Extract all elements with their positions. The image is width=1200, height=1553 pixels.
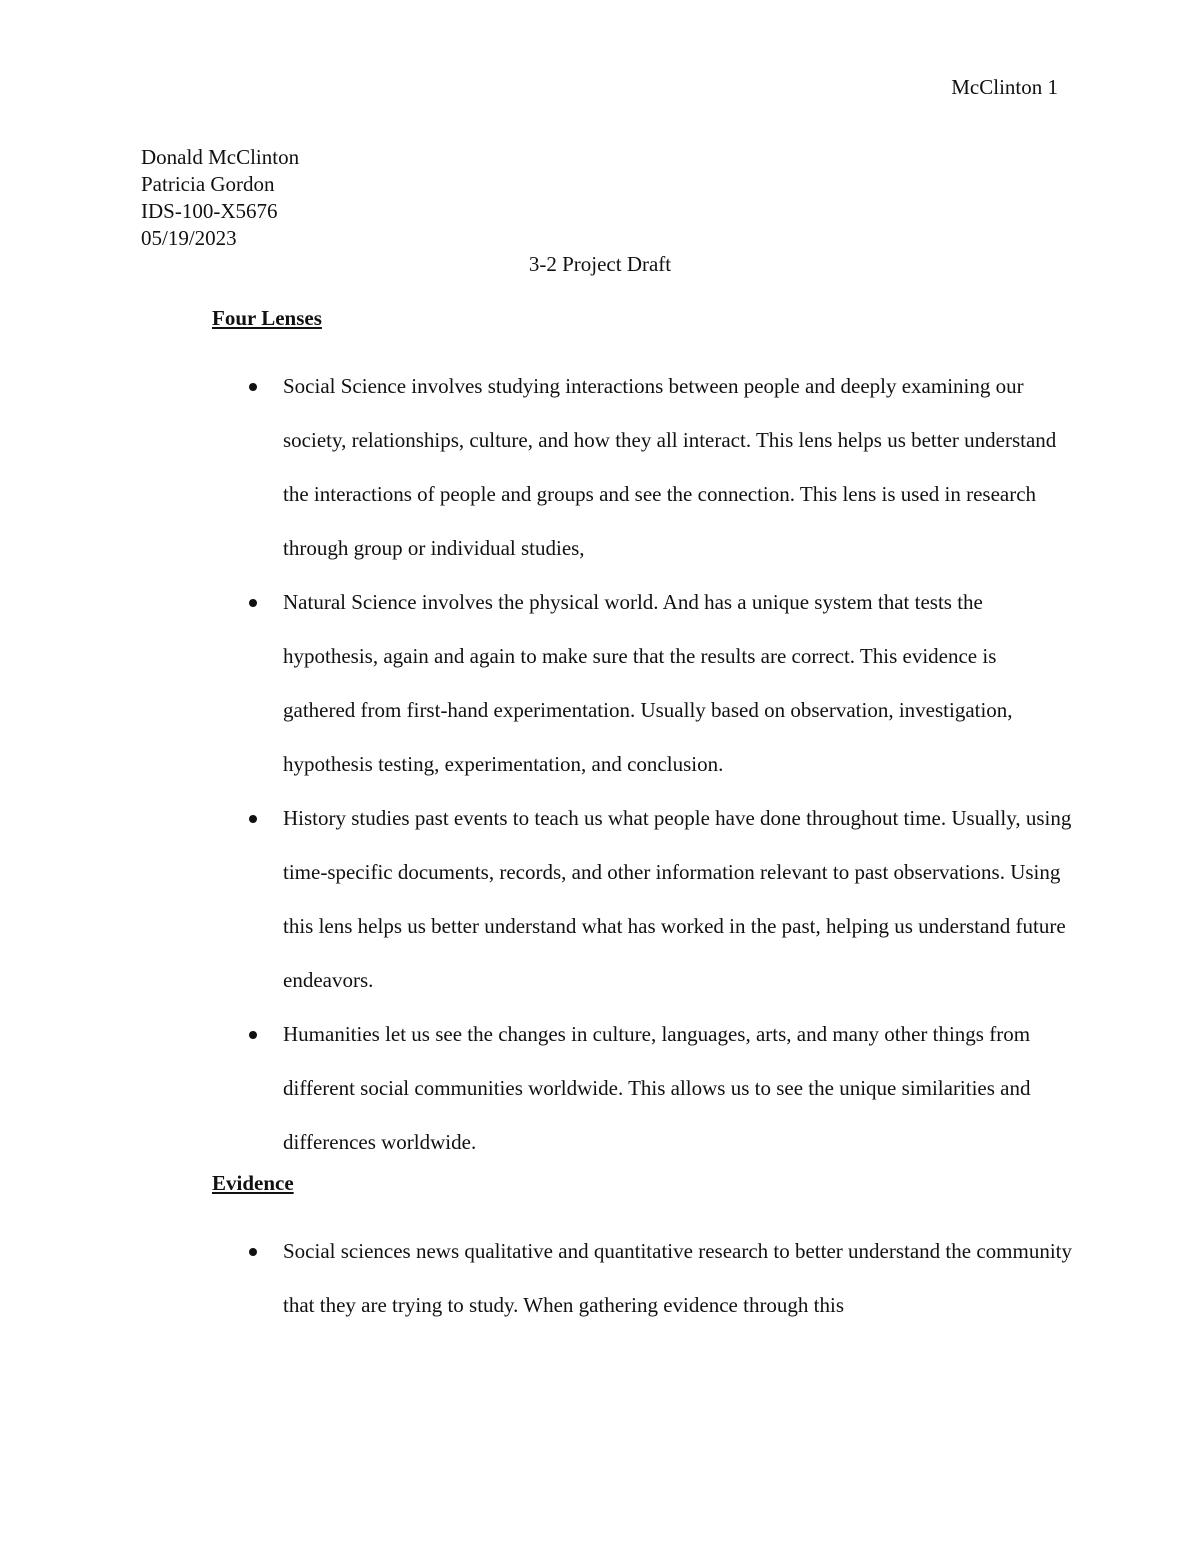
bullet-icon: [249, 1248, 257, 1256]
running-head: McClinton 1: [951, 75, 1058, 99]
evidence-list: [242, 1224, 1072, 1332]
list-item-text: Social sciences news qualitative and quantitative research to better understand the community that they are trying to study. When gathering evidence through this: [283, 1239, 1072, 1317]
list-item-text: History studies past events to teach us what people have done throughout time. Usually, using time-specific documents, records, and other information relevant to past observations. Using this lens helps us better understand what has worked in the past, helping us understand future endeavors.: [283, 806, 1072, 992]
document-title: 3-2 Project Draft: [528, 252, 672, 276]
instructor-name: Patricia Gordon: [141, 172, 275, 196]
bullet-icon: [249, 815, 257, 823]
list-item: [242, 1007, 1072, 1169]
bullet-icon: [249, 383, 257, 391]
bullet-icon: [249, 599, 257, 607]
list-item: [242, 1224, 1072, 1332]
list-item-text: Natural Science involves the physical world. And has a unique system that tests the hypothesis, again and again to make sure that the results are correct. This evidence is gathered from first-hand experimentation. Usually based on observation, investigation, hypothesis testing, experimentation, and conclusion.: [283, 590, 1013, 776]
course-code: IDS-100-X5676: [141, 199, 278, 223]
bullet-icon: [249, 1031, 257, 1039]
date: 05/19/2023: [141, 226, 237, 250]
list-item-text: Social Science involves studying interactions between people and deeply examining our society, relationships, culture, and how they all interact. This lens helps us better understand the interactions of people and groups and see the connection. This lens is used in research through group or individual studies,: [283, 374, 1057, 560]
section-heading-evidence: Evidence: [212, 1171, 294, 1195]
list-item: [242, 359, 1072, 575]
section-heading-four-lenses: Four Lenses: [212, 306, 322, 330]
student-name: Donald McClinton: [141, 145, 300, 169]
list-item: [242, 791, 1072, 1007]
list-item: [242, 575, 1072, 791]
four-lenses-list: [242, 359, 1072, 1169]
header-block: [141, 144, 299, 252]
list-item-text: Humanities let us see the changes in culture, languages, arts, and many other things from different social communities worldwide. This allows us to see the unique similarities and differences worldwide.: [283, 1022, 1031, 1154]
